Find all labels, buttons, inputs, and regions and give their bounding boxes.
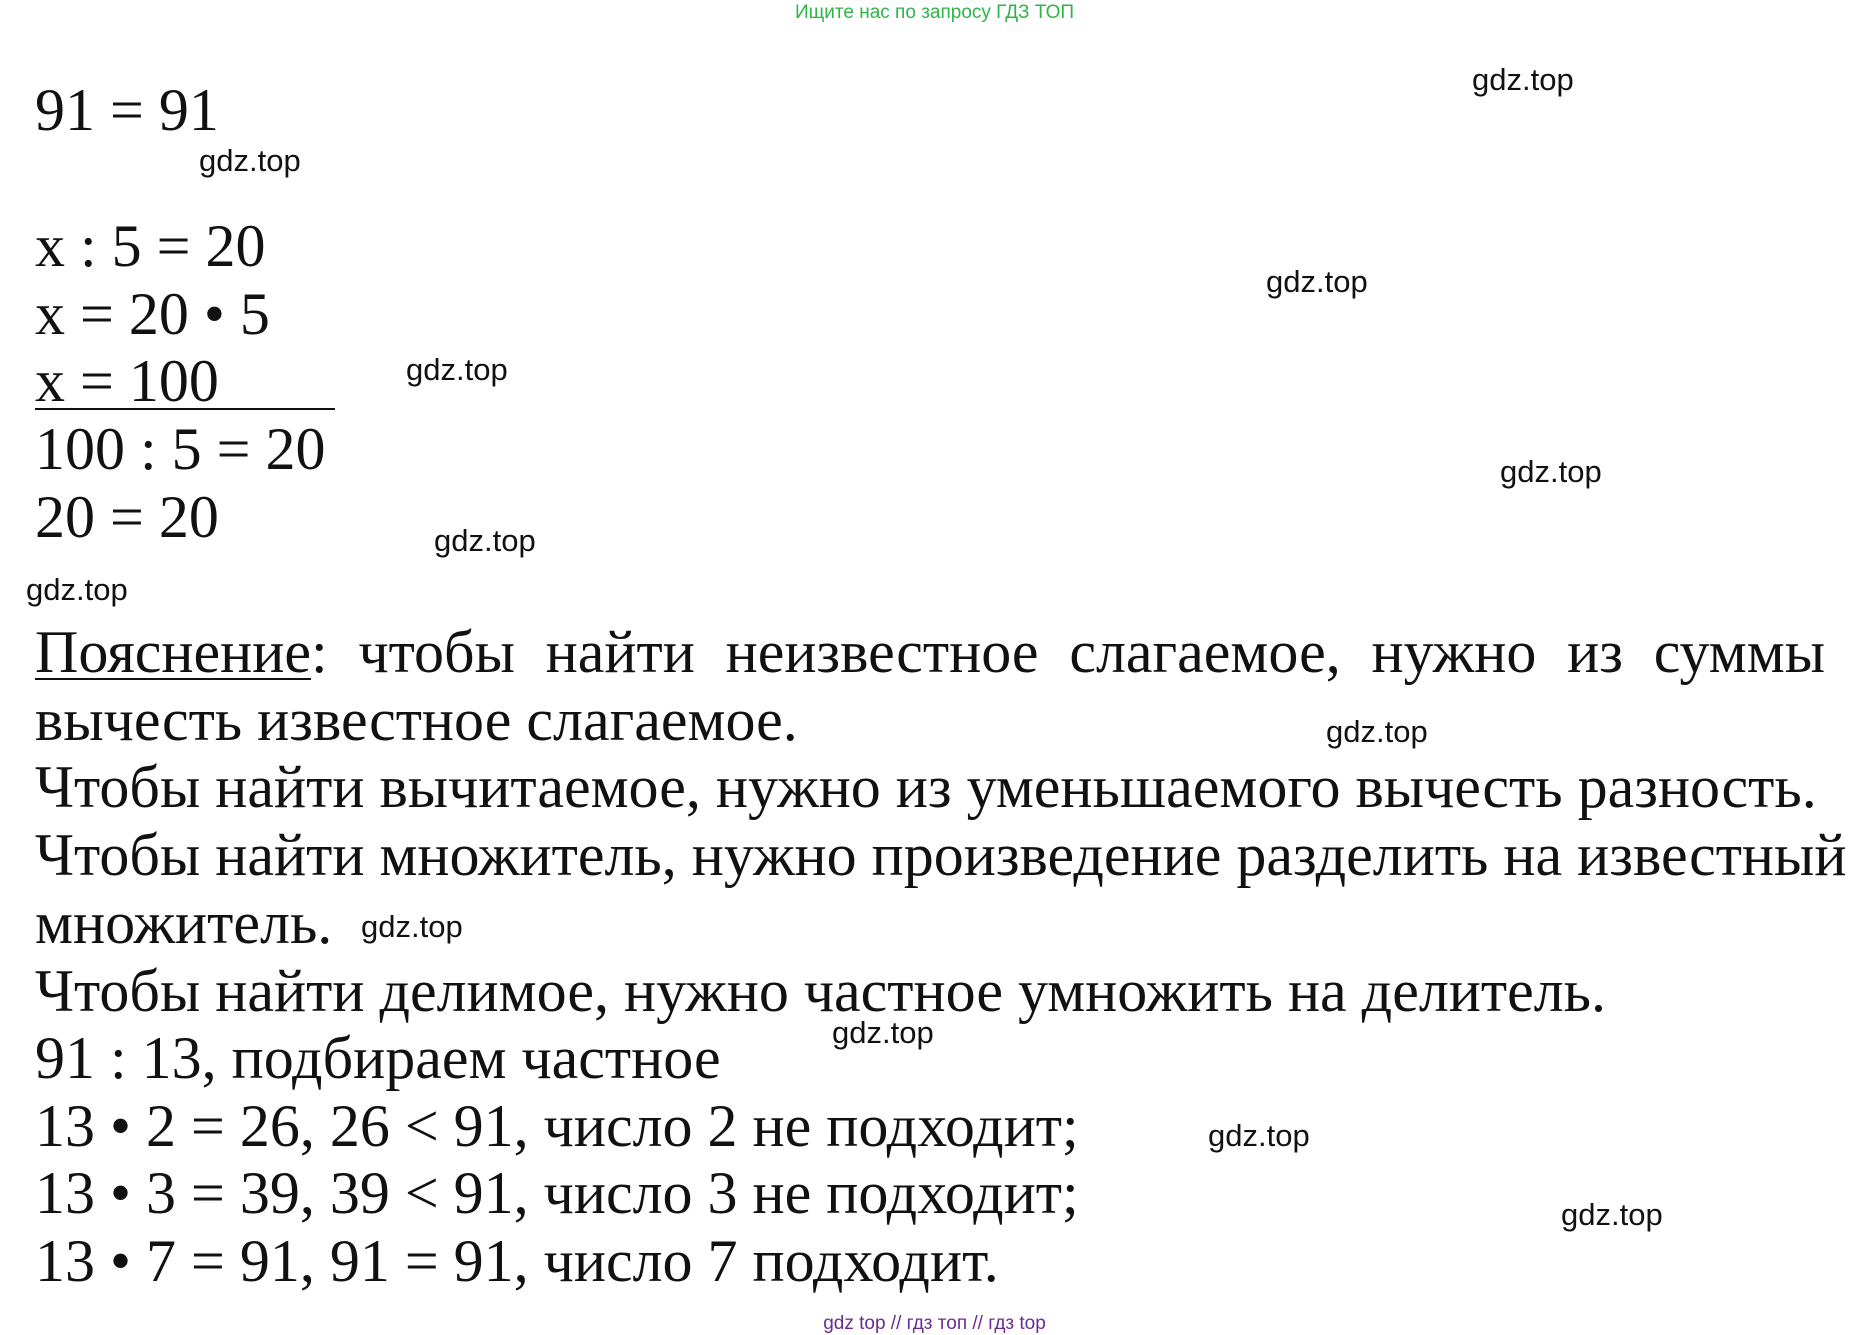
equation-line-3: x = 100	[35, 348, 219, 414]
watermark: gdz.top	[1208, 1118, 1310, 1153]
explanation-label: Пояснение	[35, 619, 312, 685]
check-line-91: 91 = 91	[35, 77, 219, 143]
check-line-2: 20 = 20	[35, 484, 219, 550]
explanation-line-6: Чтобы найти делимое, нужно частное умножить на делитель.	[35, 958, 1607, 1024]
watermark: gdz.top	[434, 523, 536, 558]
explanation-line-1	[35, 619, 1825, 685]
watermark: gdz.top	[406, 352, 508, 387]
explanation-line-9: 13 • 3 = 39, 39 < 91, число 3 не подходит;	[35, 1160, 1079, 1226]
explanation-line-4: Чтобы найти множитель, нужно произведение разделить на известный	[35, 822, 1847, 888]
watermark: gdz.top	[1561, 1197, 1663, 1232]
watermark: gdz.top	[832, 1015, 934, 1050]
watermark: gdz.top	[26, 572, 128, 607]
explanation-line-3: Чтобы найти вычитаемое, нужно из уменьшаемого вычесть разность.	[35, 754, 1817, 820]
footer-watermark: gdz top // гдз топ // гдз top	[823, 1313, 1046, 1334]
watermark: gdz.top	[1326, 714, 1428, 749]
check-divider	[35, 408, 335, 410]
watermark: gdz.top	[1500, 454, 1602, 489]
check-line-1: 100 : 5 = 20	[35, 416, 326, 482]
explanation-line-1-text: : чтобы найти неизвестное слагаемое, нужно из суммы	[311, 619, 1825, 685]
equation-line-2: x = 20 • 5	[35, 281, 270, 347]
explanation-line-5: множитель.	[35, 890, 333, 956]
explanation-line-2: вычесть известное слагаемое.	[35, 687, 798, 753]
watermark: gdz.top	[1472, 62, 1574, 97]
explanation-line-8: 13 • 2 = 26, 26 < 91, число 2 не подходит;	[35, 1093, 1079, 1159]
watermark: gdz.top	[1266, 264, 1368, 299]
watermark: gdz.top	[199, 143, 301, 178]
explanation-line-10: 13 • 7 = 91, 91 = 91, число 7 подходит.	[35, 1228, 999, 1294]
explanation-line-7: 91 : 13, подбираем частное	[35, 1025, 721, 1091]
equation-line-1: x : 5 = 20	[35, 213, 266, 279]
top-banner: Ищите нас по запросу ГДЗ ТОП	[794, 2, 1075, 23]
watermark: gdz.top	[361, 909, 463, 944]
